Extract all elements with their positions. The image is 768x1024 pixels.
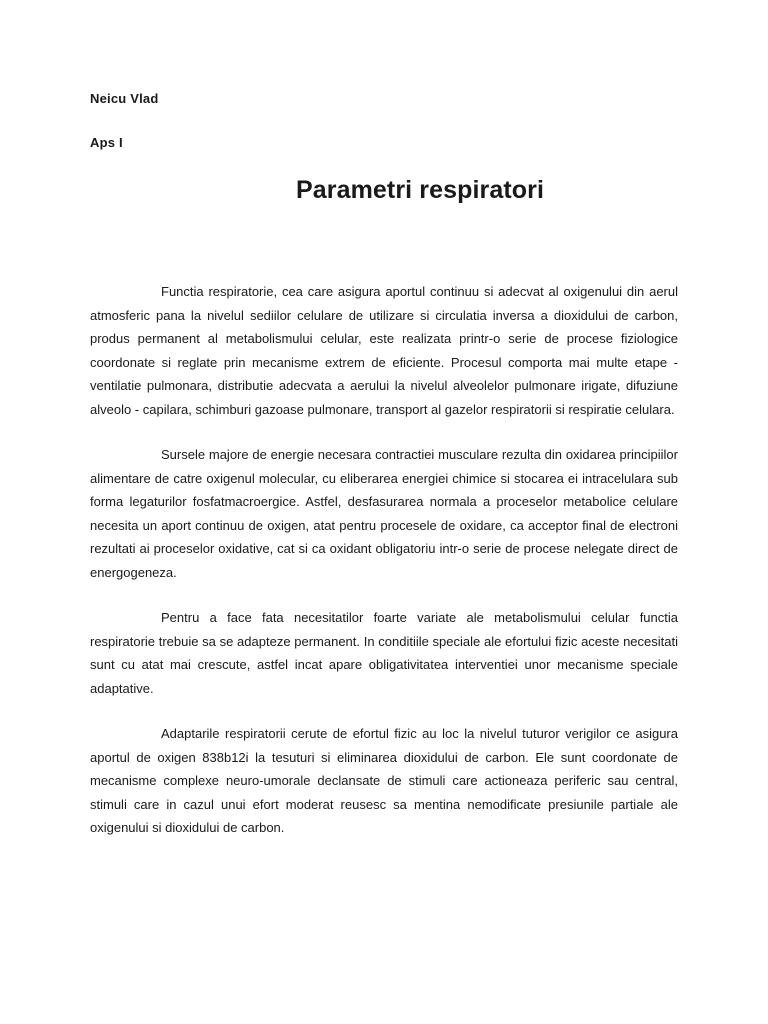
group-label: Aps I <box>90 135 123 150</box>
author-name: Neicu Vlad <box>90 91 159 106</box>
paragraph-4: Adaptarile respiratorii cerute de efortul fizic au loc la nivelul tuturor verigilor ce asigura aportul de oxigen 838b12i la tesuturi si eliminarea dioxidului de carbon. Ele sunt coordonate de mecanisme complexe neuro-umorale declansate de stimuli care actioneaza periferic sau central, stimuli care in cazul unui efort moderat reusesc sa mentina nemodificate presiunile partiale ale oxigenului si dioxidului de carbon. <box>90 726 678 835</box>
paragraph-1: Functia respiratorie, cea care asigura aportul continuu si adecvat al oxigenului din aerul atmosferic pana la nivelul sediilor celulare de utilizare si circulatia inversa a dioxidului de carbon, produs permanent al metabolismului celular, este realizata printr-o serie de procese fiziologice coordonate si reglate prin mecanisme extrem de eficiente. Procesul comporta mai multe etape - ventilatie pulmonara, distributie adecvata a aerului la nivelul alveolelor pulmonare irigate, difuziune alveolo - capilara, schimburi gazoase pulmonare, transport al gazelor respiratorii si respiratie celulara. <box>90 284 678 417</box>
document-title: Parametri respiratori <box>295 176 545 204</box>
paragraph-2: Sursele majore de energie necesara contractiei musculare rezulta din oxidarea principiilor alimentare de catre oxigenul molecular, cu eliberarea energiei chimice si stocarea ei intracelulara sub forma legaturilor fosfatmacroergice. Astfel, desfasurarea normala a proceselor metabolice celulare necesita un aport continuu de oxigen, atat pentru procesele de oxidare, ca acceptor final de electroni rezultati ai proceselor oxidative, cat si ca oxidant obligatoriu intr-o serie de procese nelegate direct de energogeneza. <box>90 447 678 580</box>
paragraph-3: Pentru a face fata necesitatilor foarte variate ale metabolismului celular functia respiratorie trebuie sa se adapteze permanent. In conditiile speciale ale efortului fizic aceste necesitati sunt cu atat mai crescute, astfel incat apare obligativitatea interventiei unor mecanisme speciale adaptative. <box>90 610 678 696</box>
body-text <box>90 280 678 862</box>
